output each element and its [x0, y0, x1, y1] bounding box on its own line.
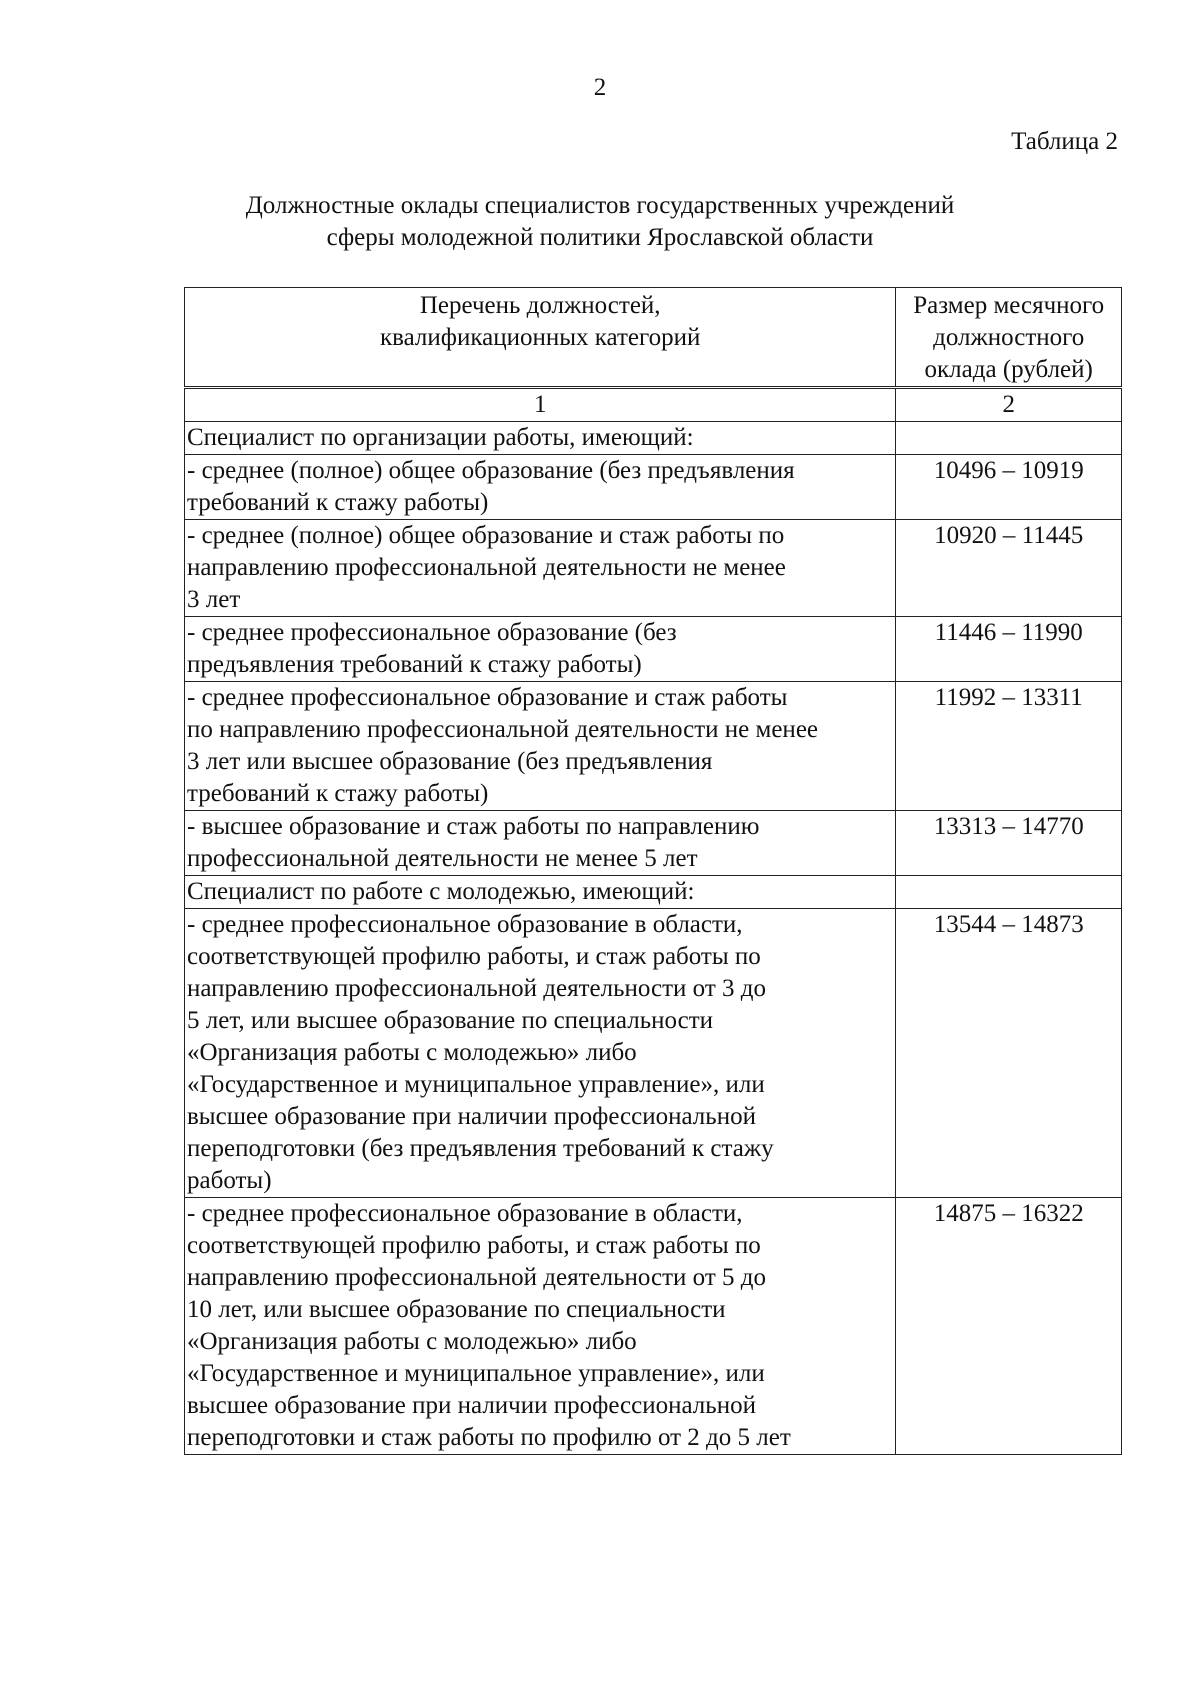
position-text-line: работы)	[187, 1167, 272, 1194]
position-text-line: - среднее профессиональное образование и стаж работы	[187, 684, 788, 711]
salary-cell: 14875 – 16322	[896, 1198, 1122, 1455]
header-text-line: Перечень должностей,	[419, 292, 661, 319]
column-number-row	[185, 388, 1122, 422]
salary-cell	[896, 422, 1122, 455]
salary-cell: 10920 – 11445	[896, 520, 1122, 617]
position-text-line: требований к стажу работы)	[187, 780, 489, 807]
position-text-line: Специалист по работе с молодежью, имеющий:	[187, 878, 695, 905]
position-text-line: предъявления требований к стажу работы)	[187, 651, 642, 678]
position-cell	[185, 811, 896, 876]
position-text-line: - среднее (полное) общее образование и стаж работы по	[187, 522, 785, 549]
position-text-line: требований к стажу работы)	[187, 489, 489, 516]
salary-cell: 10496 – 10919	[896, 455, 1122, 520]
position-text-line: «Государственное и муниципальное управление», или	[187, 1071, 765, 1098]
position-text-line: - среднее профессиональное образование в области,	[187, 911, 743, 938]
page-number: 2	[593, 74, 607, 101]
document-title	[150, 190, 1050, 254]
position-text-line: - высшее образование и стаж работы по направлению	[187, 813, 760, 840]
salary-cell: 11446 – 11990	[896, 617, 1122, 682]
table-row	[185, 909, 1122, 1198]
table-row	[185, 682, 1122, 811]
position-text-line: 10 лет, или высшее образование по специальности	[187, 1296, 726, 1323]
position-cell	[185, 617, 896, 682]
table-row	[185, 876, 1122, 909]
position-text-line: профессиональной деятельности не менее 5 лет	[187, 845, 698, 872]
table-row	[185, 422, 1122, 455]
salary-cell	[896, 876, 1122, 909]
position-text-line: 5 лет, или высшее образование по специальности	[187, 1007, 714, 1034]
salary-cell: 13313 – 14770	[896, 811, 1122, 876]
header-cell-salary	[896, 288, 1122, 388]
position-text-line: 3 лет	[187, 586, 241, 613]
salary-table	[184, 287, 1122, 1455]
header-text-line: должностного	[933, 324, 1085, 351]
position-text-line: соответствующей профилю работы, и стаж работы по	[187, 1232, 761, 1259]
table-header-row	[185, 288, 1122, 388]
position-text-line: направлению профессиональной деятельности от 3 до	[187, 975, 766, 1002]
header-cell-positions	[185, 288, 896, 388]
position-text-line: 3 лет или высшее образование (без предъявления	[187, 748, 713, 775]
position-text-line: - среднее (полное) общее образование (без предъявления	[187, 457, 795, 484]
position-text-line: - среднее профессиональное образование в области,	[187, 1200, 743, 1227]
position-text-line: по направлению профессиональной деятельности не менее	[187, 716, 819, 743]
table-row	[185, 1198, 1122, 1455]
header-text-line: Размер месячного	[913, 292, 1105, 319]
table-label: Таблица 2	[1011, 128, 1118, 155]
position-text-line: - среднее профессиональное образование (без	[187, 619, 677, 646]
salary-cell: 13544 – 14873	[896, 909, 1122, 1198]
salary-cell: 11992 – 13311	[896, 682, 1122, 811]
position-cell	[185, 682, 896, 811]
position-text-line: «Организация работы с молодежью» либо	[187, 1328, 637, 1355]
position-cell	[185, 455, 896, 520]
title-line: Должностные оклады специалистов государственных учреждений	[245, 192, 955, 219]
position-cell	[185, 909, 896, 1198]
position-text-line: «Организация работы с молодежью» либо	[187, 1039, 637, 1066]
position-text-line: соответствующей профилю работы, и стаж работы по	[187, 943, 761, 970]
header-text-line: оклада (рублей)	[924, 356, 1093, 383]
table-row	[185, 520, 1122, 617]
position-text-line: высшее образование при наличии профессиональной	[187, 1392, 756, 1419]
position-text-line: направлению профессиональной деятельности не менее	[187, 554, 786, 581]
position-text-line: переподготовки и стаж работы по профилю от 2 до 5 лет	[187, 1424, 791, 1451]
column-number-1: 1	[185, 388, 896, 422]
table-row	[185, 455, 1122, 520]
column-number-2: 2	[896, 388, 1122, 422]
title-line: сферы молодежной политики Ярославской области	[326, 224, 874, 251]
table-row	[185, 811, 1122, 876]
table-row	[185, 617, 1122, 682]
position-cell	[185, 1198, 896, 1455]
position-cell	[185, 422, 896, 455]
position-cell	[185, 520, 896, 617]
position-cell	[185, 876, 896, 909]
position-text-line: переподготовки (без предъявления требований к стажу	[187, 1135, 774, 1162]
position-text-line: «Государственное и муниципальное управление», или	[187, 1360, 765, 1387]
position-text-line: высшее образование при наличии профессиональной	[187, 1103, 756, 1130]
position-text-line: Специалист по организации работы, имеющий:	[187, 424, 694, 451]
header-text-line: квалификационных категорий	[379, 324, 701, 351]
position-text-line: направлению профессиональной деятельности от 5 до	[187, 1264, 766, 1291]
